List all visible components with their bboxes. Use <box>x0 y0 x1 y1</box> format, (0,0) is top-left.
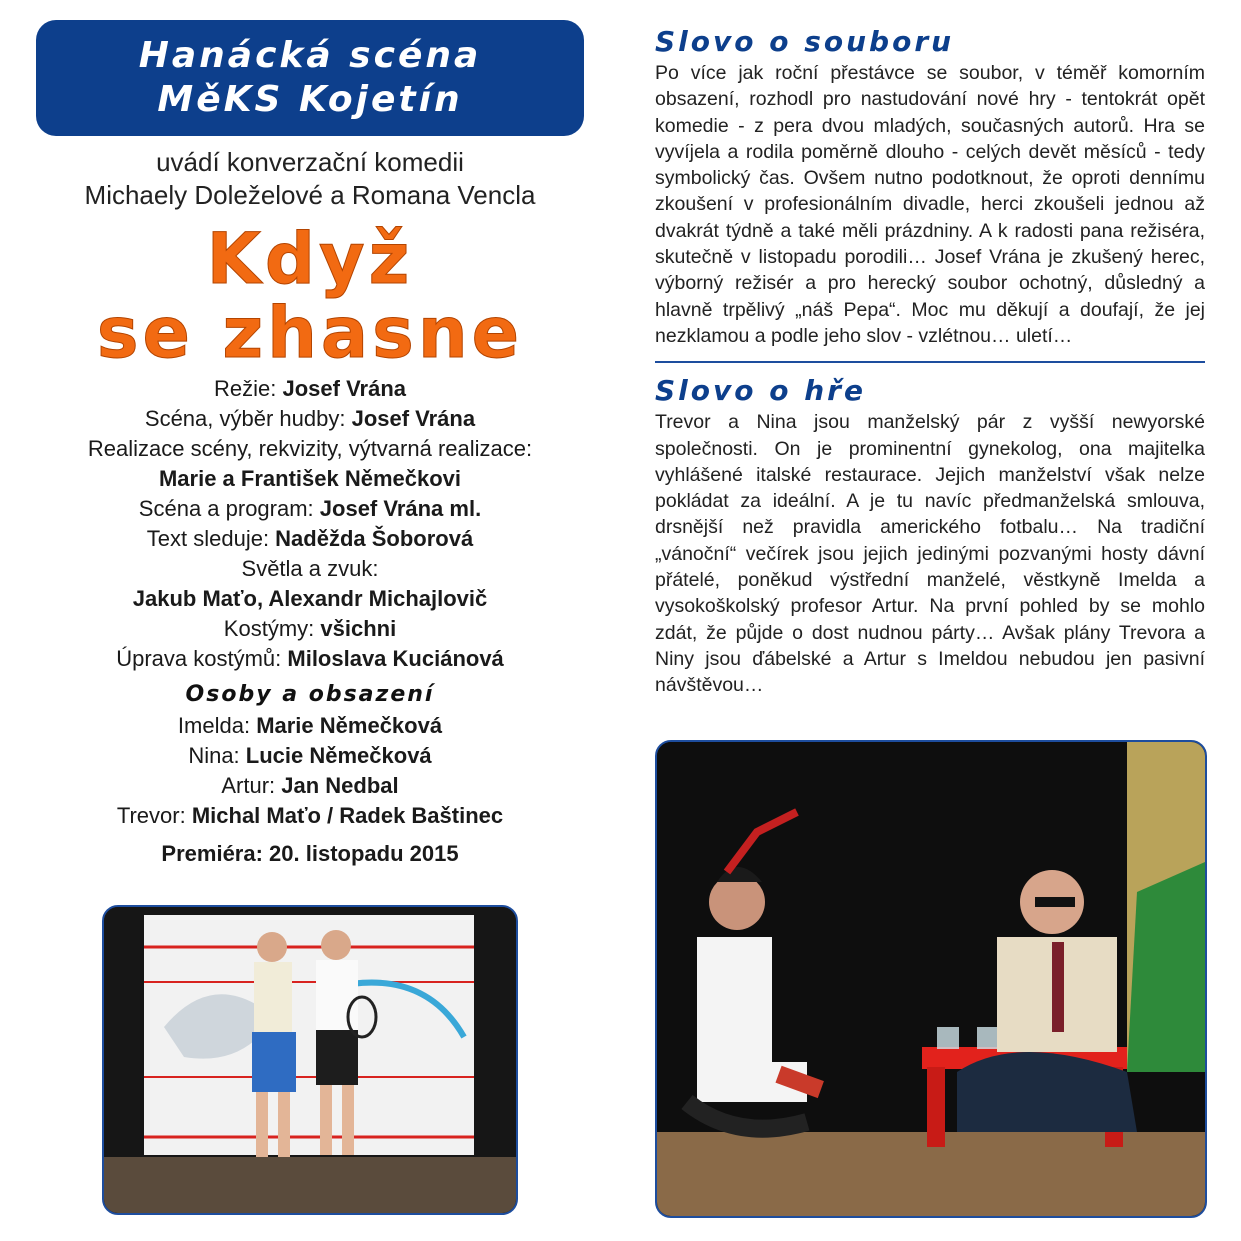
credit-label: Kostýmy: <box>223 616 321 641</box>
cast-line <box>30 741 590 771</box>
cast-actor: Marie Němečková <box>256 713 443 738</box>
cast-actor: Michal Maťo / Radek Baštinec <box>191 803 504 828</box>
credit-line <box>30 524 590 554</box>
credit-line <box>30 374 590 404</box>
left-column <box>30 20 590 867</box>
right-column <box>655 24 1205 699</box>
credit-line <box>30 404 590 434</box>
cast-title: Osoby a obsazení <box>185 682 435 707</box>
cast-line <box>30 711 590 741</box>
cast-actor: Lucie Němečková <box>245 743 432 768</box>
credit-label: Scéna, výběr hudby: <box>144 406 352 431</box>
credit-label: Realizace scény, rekvizity, výtvarná realizace: <box>87 436 533 461</box>
intro-line-2: Michaely Doleželové a Romana Vencla <box>84 180 536 210</box>
credit-value: Naděžda Šoborová <box>275 526 474 551</box>
header-line-1: Hanácká scéna <box>138 35 482 76</box>
credit-label: Úprava kostýmů: <box>116 646 288 671</box>
section-text-play: Trevor a Nina jsou manželský pár z vyšší newyorské společnosti. On je prominentní gynekolog, ona majitelka vyhlášené italské restaurace. Jejich manželství však nelze pokládat za ideální. A je tu navíc předmanželská smlouva, drsnější než pravidla amerického fotbalu… Na tradiční „vánoční“ večírek jsou jejich jedinými pozvanými hosty dávní přátelé, poněkud výstřední manželé, věstkyně Imelda a vysokoškolský profesor Artur. Na první pohled by se mohlo zdát, že půjde o dost nudnou párty… Avšak plány Trevora a Niny jsou ďábelské a Artur s Imeldou nebudou jen pasivní návštěvou… <box>655 411 1205 697</box>
cast-line <box>30 801 590 831</box>
credit-value: Marie a František Němečkovi <box>158 466 462 491</box>
credit-value: Josef Vrána ml. <box>319 496 482 521</box>
section-title-play: Slovo o hře <box>655 374 866 408</box>
header-banner <box>36 20 584 136</box>
stage-photo-sports <box>102 905 518 1215</box>
cast-role: Artur: <box>221 773 282 798</box>
credit-line <box>30 434 590 464</box>
credit-value: Josef Vrána <box>351 406 476 431</box>
credit-label: Režie: <box>214 376 283 401</box>
stage-photo-table-image <box>657 742 1205 1216</box>
section-text-ensemble: Po více jak roční přestávce se soubor, v téměř komorním obsazení, rozhodl pro nastudování nové hry - tentokrát opět komedie - z pera dvou mladých, současných autorů. Hra se vyvíjela a rodila poměrně dlouho - celých devět měsíců - tedy symbolický čas. Ovšem nutno podotknout, že oproti dennímu zkoušení v profesionálním divadle, herci zkoušeli jednou až dvakrát týdně a také měli prázdniny. A k radosti pana režiséra, skutečně v listopadu porodili… Josef Vrána je zkušený herec, výborný režisér a pro herecký soubor ochotný, důsledný a hlavně trpělivý „náš Pepa“. Moc mu děkují a doufají, že jej nezklamou a podle jeho slov - vzlétnou… uletí… <box>655 62 1205 347</box>
stage-photo-table <box>655 740 1207 1218</box>
play-title <box>30 218 590 374</box>
stage-photo-sports-image <box>104 907 516 1213</box>
credit-line <box>30 464 590 494</box>
credits-list <box>30 374 590 674</box>
cast-role: Nina: <box>188 743 246 768</box>
credit-value: Miloslava Kuciánová <box>287 646 504 671</box>
header-line-2: MěKS Kojetín <box>157 79 463 120</box>
cast-role: Imelda: <box>177 713 257 738</box>
intro <box>30 146 590 212</box>
credit-value: Josef Vrána <box>282 376 406 401</box>
credit-label: Scéna a program: <box>138 496 320 521</box>
credit-label: Text sleduje: <box>146 526 276 551</box>
cast-list <box>30 711 590 831</box>
section-title-ensemble: Slovo o souboru <box>655 25 955 58</box>
credit-value: všichni <box>320 616 397 641</box>
section-divider <box>655 361 1205 363</box>
credit-value: Jakub Maťo, Alexandr Michajlovič <box>132 586 488 611</box>
credit-line <box>30 614 590 644</box>
credit-line <box>30 494 590 524</box>
credit-label: Světla a zvuk: <box>241 556 379 581</box>
play-title-line-1: Když <box>206 218 414 300</box>
cast-actor: Jan Nedbal <box>281 773 399 798</box>
intro-line-1: uvádí konverzační komedii <box>156 147 464 177</box>
play-title-line-2: se zhasne <box>96 292 524 374</box>
credit-line <box>30 644 590 674</box>
cast-role: Trevor: <box>116 803 192 828</box>
credit-line <box>30 554 590 584</box>
cast-line <box>30 771 590 801</box>
credit-line <box>30 584 590 614</box>
premiere-date: Premiéra: 20. listopadu 2015 <box>161 841 459 866</box>
